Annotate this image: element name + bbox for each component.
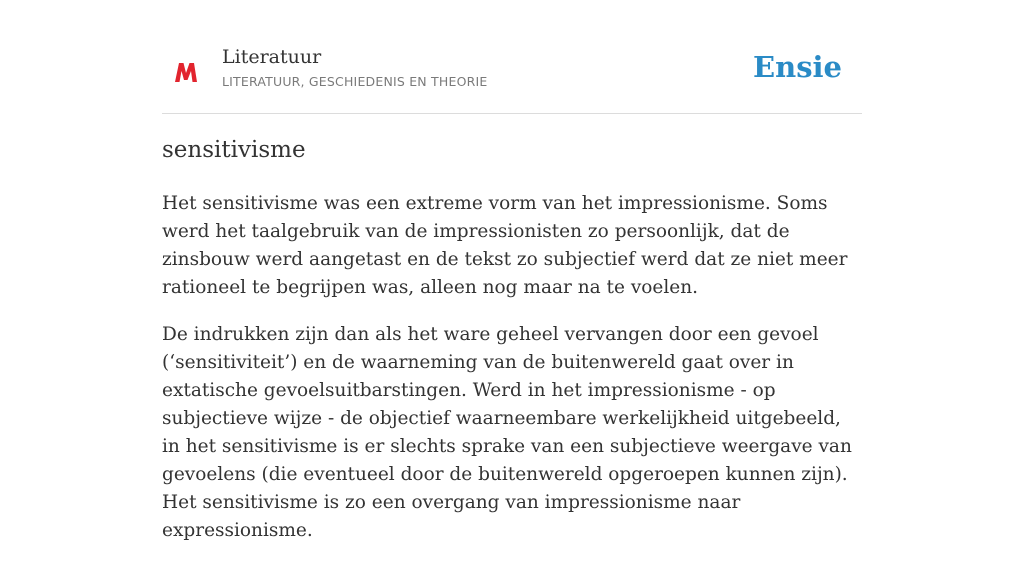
- article-title: sensitivisme: [162, 137, 306, 163]
- brand-logo[interactable]: Ensie: [753, 50, 842, 84]
- article-body: [162, 190, 862, 564]
- site-title[interactable]: Literatuur: [222, 46, 322, 68]
- article-paragraph: Het sensitivisme was een extreme vorm van het impressionisme. Soms werd het taalgebruik van de impressionisten zo persoonlijk, dat de zinsbouw werd aangetast en de tekst zo subjectief werd dat ze niet meer rationeel te begrijpen was, alleen nog maar na te voelen.: [162, 193, 848, 298]
- article-paragraph: De indrukken zijn dan als het ware geheel vervangen door een gevoel (‘sensitiviteit’) en de waarneming van de buitenwereld gaat over in extatische gevoelsuitbarstingen. Werd in het impressionisme - op subjectieve wijze - de objectief waarneembare werkelijkheid uitgebeeld, in het sensitivisme is er slechts sprake van een subjectieve weergave van gevoelens (die eventueel door de buitenwereld opgeroepen kunnen zijn). Het sensitivisme is zo een overgang van impressionisme naar expressionisme.: [162, 324, 852, 541]
- site-subtitle: LITERATUUR, GESCHIEDENIS EN THEORIE: [222, 74, 488, 89]
- literature-logo-icon[interactable]: [172, 58, 200, 86]
- site-header: [162, 40, 862, 114]
